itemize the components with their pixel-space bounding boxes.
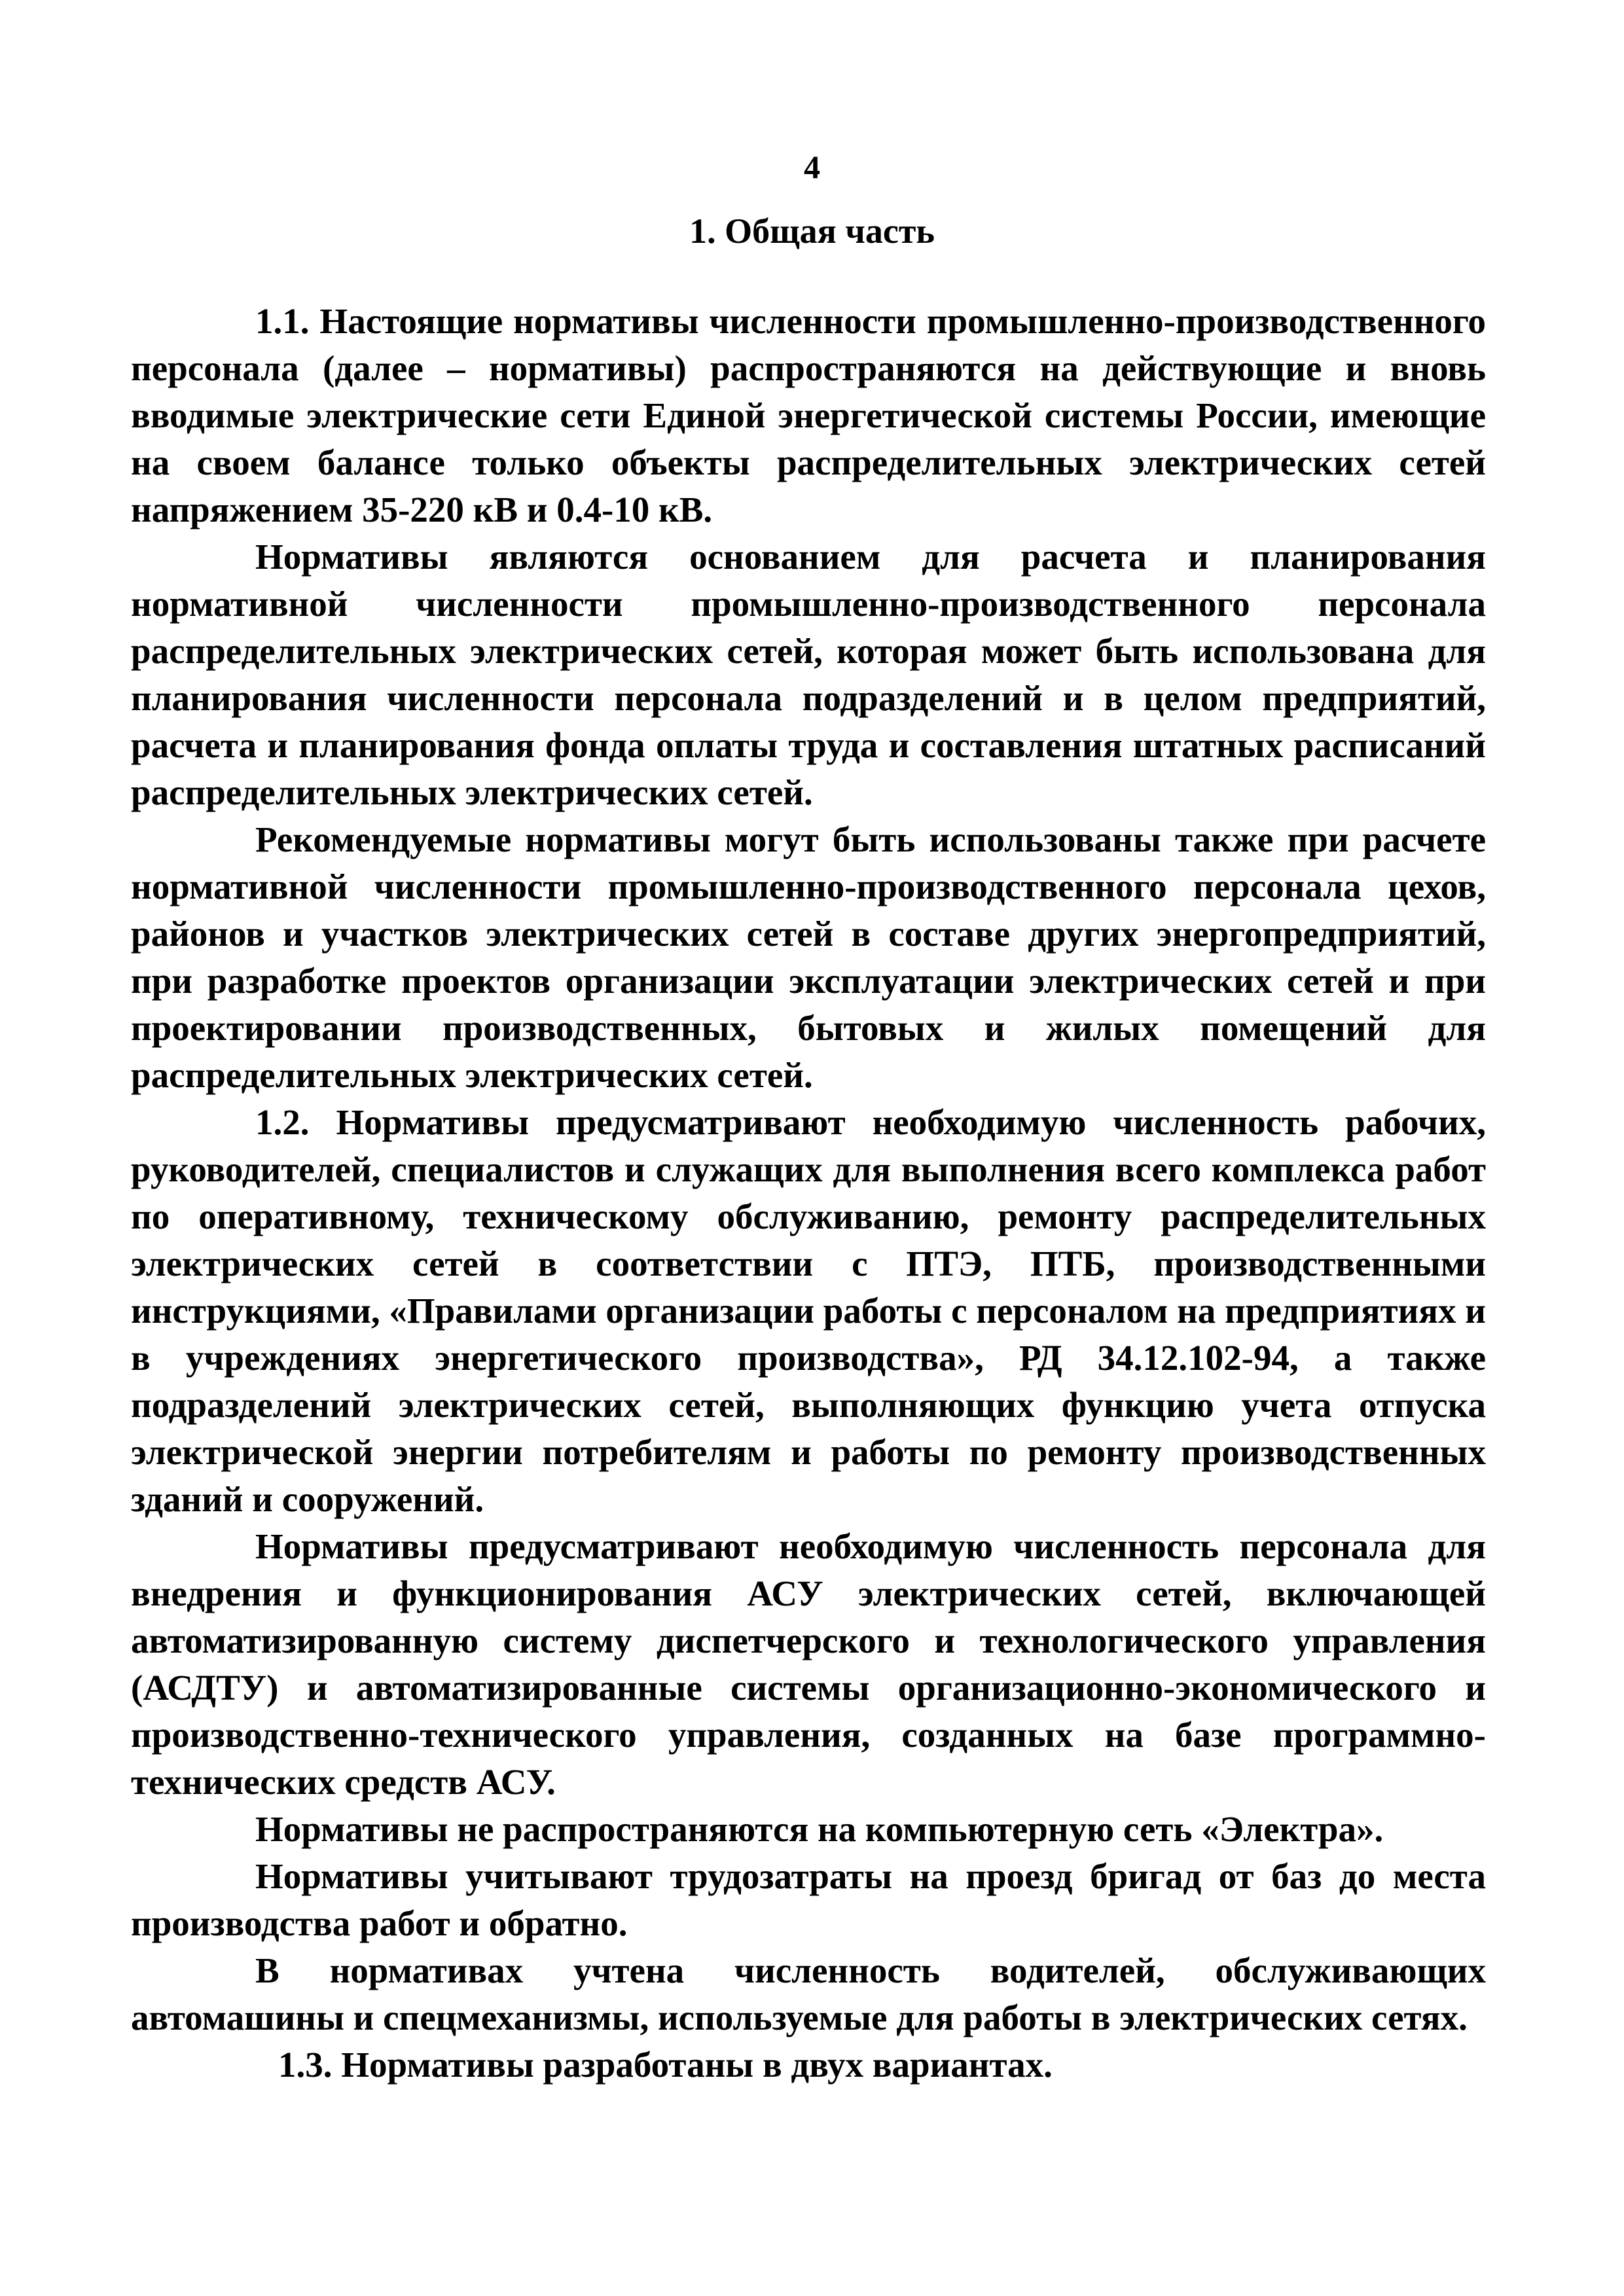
paragraph-asu-staff: Нормативы предусматривают необходимую численность персонала для внедрения и функционирования АСУ электрических сетей, включающей автоматизированную систему диспетчерского и технологического управления (АСДТУ) и автоматизированные системы организационно-экономического и производственно-технического управления, созданных на базе программно-технических средств АСУ. xyxy=(131,1526,1486,1802)
paragraph-1-1-scope: 1.1. Настоящие нормативы численности промышленно-производственного персонала (далее – нормативы) распространяются на действующие и вновь вводимые электрические сети Единой энергетической системы России, имеющие на своем балансе только объекты распределительных электрических сетей напряжением 35-220 кВ и 0.4-10 кВ. xyxy=(131,301,1486,529)
section-title: 1. Общая часть xyxy=(689,211,935,251)
paragraph-1-3-two-variants: 1.3. Нормативы разработаны в двух вариантах. xyxy=(278,2045,1053,2085)
paragraph-1-2-required-staff: 1.2. Нормативы предусматривают необходимую численность рабочих, руководителей, специалистов и служащих для выполнения всего комплекса работ по оперативному, техническому обслуживанию, ремонту распределительных электрических сетей в соответствии с ПТЭ, ПТБ, производственными инструкциями, «Правилами организации работы с персоналом на предприятиях и в учреждениях энергетического производства», РД 34.12.102-94, а также подразделений электрических сетей, выполняющих функцию учета отпуска электрической энергии потребителям и работы по ремонту производственных зданий и сооружений. xyxy=(131,1102,1486,1519)
paragraph-drivers: В нормативах учтена численность водителей, обслуживающих автомашины и спецмеханизмы, используемые для работы в электрических сетях. xyxy=(131,1950,1486,2037)
paragraph-travel-labor: Нормативы учитывают трудозатраты на проезд бригад от баз до места производства работ и обратно. xyxy=(131,1856,1486,1943)
paragraph-basis-for-planning: Нормативы являются основанием для расчета и планирования нормативной численности промышленно-производственного персонала распределительных электрических сетей, которая может быть использована для планирования численности персонала подразделений и в целом предприятий, расчета и планирования фонда оплаты труда и составления штатных расписаний распределительных электрических сетей. xyxy=(131,537,1486,812)
paragraph-electra-exclusion: Нормативы не распространяются на компьютерную сеть «Электра». xyxy=(255,1809,1384,1849)
page-number: 4 xyxy=(804,149,820,185)
paragraph-recommended-use: Рекомендуемые нормативы могут быть использованы также при расчете нормативной численности промышленно-производственного персонала цехов, районов и участков электрических сетей в составе других энергопредприятий, при разработке проектов организации эксплуатации электрических сетей и при проектировании производственных, бытовых и жилых помещений для распределительных электрических сетей. xyxy=(131,819,1486,1095)
body-text xyxy=(131,298,1486,2089)
